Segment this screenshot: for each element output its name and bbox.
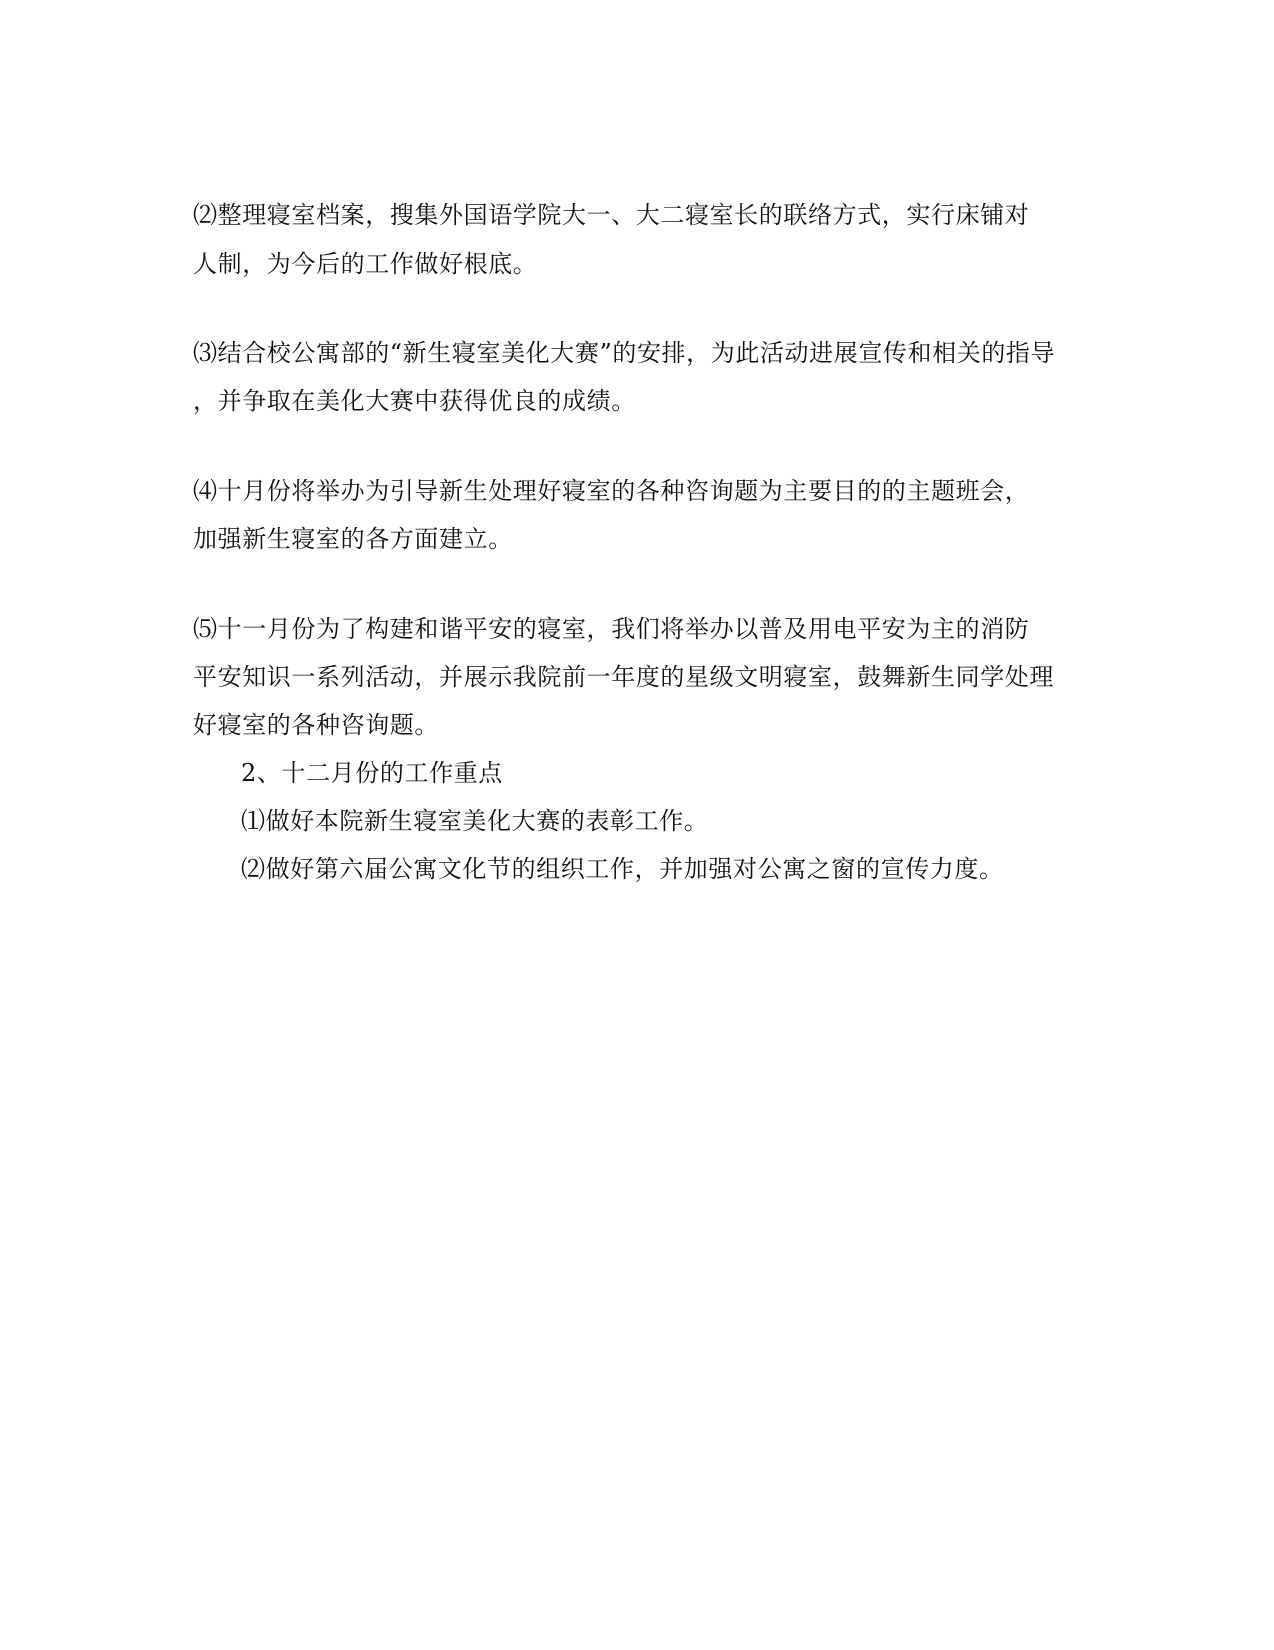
section-heading: 2、十二月份的工作重点 xyxy=(241,759,503,787)
section-item-2: ⑵做好第六届公寓文化节的组织工作，并加强对公寓之窗的宣传力度。 xyxy=(241,855,1004,883)
paragraph-3-line-1: ⑶结合校公寓部的“新生寝室美化大赛”的安排，为此活动进展宣传和相关的指导 xyxy=(193,339,1056,367)
paragraph-5-line-3: 好寝室的各种咨询题。 xyxy=(193,711,439,739)
paragraph-5-line-2: 平安知识一系列活动，并展示我院前一年度的星级文明寝室，鼓舞新生同学处理 xyxy=(193,663,1054,691)
paragraph-3-line-2: ，并争取在美化大赛中获得优良的成绩。 xyxy=(193,387,636,415)
section-item-1: ⑴做好本院新生寝室美化大赛的表彰工作。 xyxy=(241,807,709,835)
paragraph-2-line-2: 人制，为今后的工作做好根底。 xyxy=(193,250,538,278)
paragraph-2-line-1: ⑵整理寝室档案，搜集外国语学院大一、大二寝室长的联络方式，实行床铺对 xyxy=(193,201,1030,229)
paragraph-4-line-2: 加强新生寝室的各方面建立。 xyxy=(193,525,513,553)
paragraph-5-line-1: ⑸十一月份为了构建和谐平安的寝室，我们将举办以普及用电平安为主的消防 xyxy=(193,615,1030,643)
paragraph-4-line-1: ⑷十月份将举办为引导新生处理好寝室的各种咨询题为主要目的的主题班会， xyxy=(193,477,1030,505)
